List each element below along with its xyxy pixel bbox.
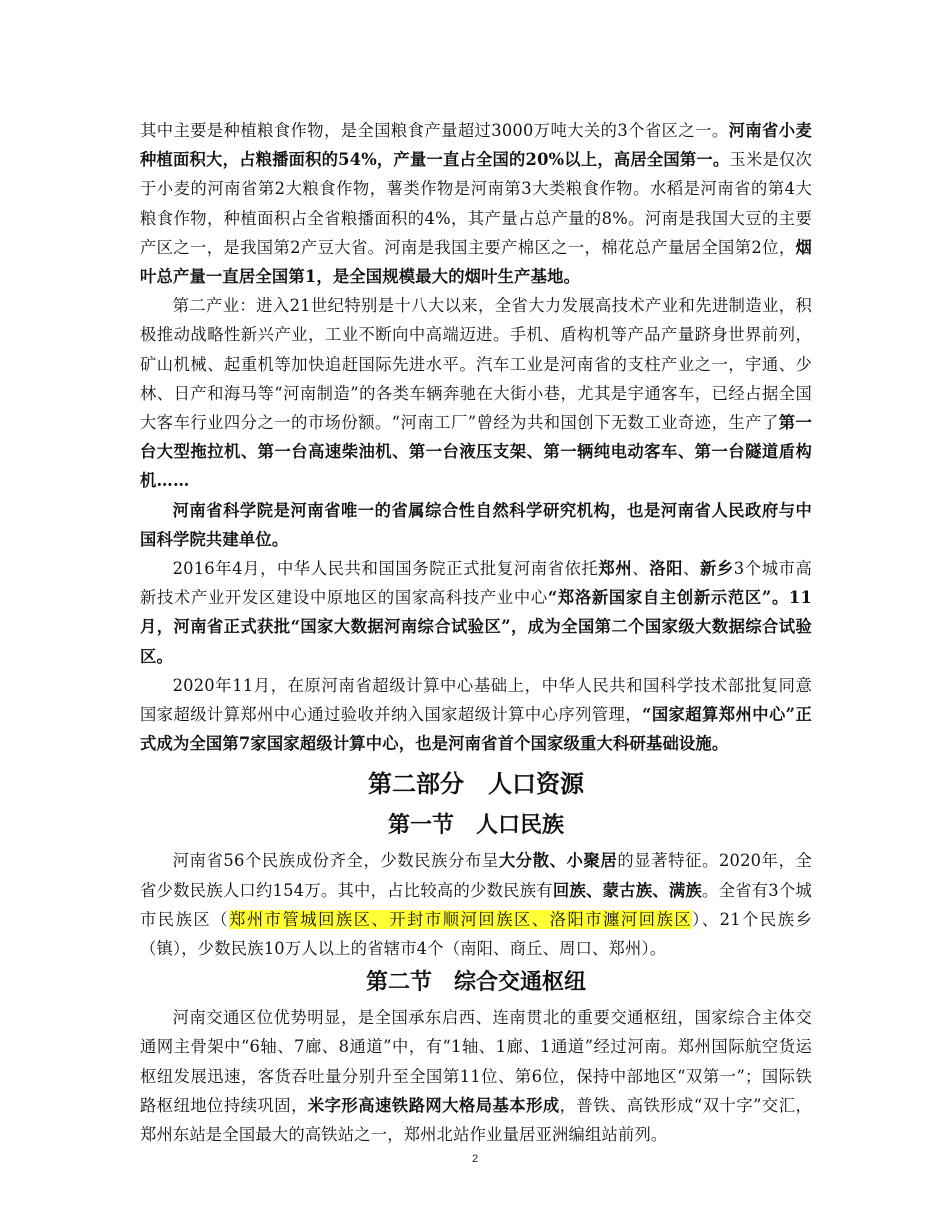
bold-text: 洛阳	[649, 559, 684, 579]
paragraph	[140, 291, 812, 495]
bold-text: 烟叶总产量一直居全国第1，是全国规模最大的烟叶生产基地。	[140, 237, 812, 287]
text-run: 河南交通区位优势明显，是全国承东启西、连南贯北的重要交通枢纽，国家综合主体交通网主骨架中“6轴、7廊、8通道”中，有“1轴、1廊、1通道”经过河南。郑州国际航空货运枢纽发展迅速，客货吞吐量分别升至全国第11位、第6位，保持中部地区“双第一”；国际铁路枢纽地位持续巩固，	[140, 1008, 812, 1115]
bold-text: 河南省小麦种植面积大，占粮播面积的54%，产量一直占全国的20%以上，高居全国第一。	[140, 121, 812, 170]
bold-text: “郑洛新国家自主创新示范区”。11月，河南省正式获批“国家大数据河南综合试验区”，成为全国第二个国家级大数据综合试验区。	[140, 588, 812, 666]
part-heading: 第二部分 人口资源	[368, 770, 584, 799]
text-run: 、	[683, 559, 700, 579]
paragraph	[140, 116, 812, 291]
text-run: 玉米是仅次于小麦的河南省第2大粮食作物，薯类作物是河南第3大类粮食作物。水稻是河南省的第4大粮食作物，种植面积占全省粮播面积的4%，其产量占总产量的8%。河南是我国大豆的主要产区之一，是我国第2产豆大省。河南是我国主要产棉区之一，棉花总产量居全国第2位，	[140, 150, 812, 257]
paragraph	[140, 554, 812, 671]
bold-text: 郑州	[598, 559, 633, 579]
bold-text: “国家超算郑州中心”正式成为全国第7家国家超级计算中心，也是河南省首个国家级重大科研基础设施。	[140, 705, 812, 754]
bold-text: 河南省科学院是河南省唯一的省属综合性自然科学研究机构，也是河南省人民政府与中国科学院共建单位。	[140, 500, 812, 549]
bold-text: 米字形高速铁路网大格局基本形成	[307, 1095, 560, 1115]
text-run: 其中主要是种植粮食作物，是全国粮食产量超过3000万吨大关的3个省区之一。	[140, 121, 729, 140]
paragraph	[140, 1003, 812, 1149]
section-heading: 第一节 人口民族	[387, 813, 564, 839]
paragraph	[140, 846, 812, 963]
page-number: 2	[471, 1153, 479, 1165]
text-run: 。全省有3个城市民族区（	[140, 880, 812, 929]
text-run: 3个城市高新技术产业开发区建设中原地区的国家高科技产业中心	[140, 559, 813, 608]
text-run: 河南省56个民族成份齐全，少数民族分布呈	[172, 851, 499, 871]
text-run: 、	[632, 559, 650, 579]
bold-text: 新乡	[699, 559, 734, 579]
document-body	[140, 116, 812, 1149]
highlighted-text: 郑州市管城回族区、开封市顺河回族区、洛阳市瀍河回族区	[229, 909, 693, 929]
text-run: 的显著特征。2020年，全省少数民族人口约154万。其中，占比较高的少数民族有	[140, 851, 812, 900]
text-run: 2020年11月，在原河南省超级计算中心基础上，中华人民共和国科学技术部批复同意国家超级计算郑州中心通过验收并纳入国家超级计算中心序列管理，	[140, 675, 812, 725]
bold-text: 第一台大型拖拉机、第一台高速柴油机、第一台液压支架、第一辆纯电动客车、第一台隧道盾构机……	[140, 413, 813, 491]
text-run: ，普铁、高铁形成“双十字”交汇，郑州东站是全国最大的高铁站之一，郑州北站作业量居亚洲编组站前列。	[140, 1095, 812, 1145]
paragraph	[140, 671, 812, 759]
bold-text: 大分散、小聚居	[498, 851, 618, 871]
section-heading: 第二节 综合交通枢纽	[365, 970, 586, 996]
text-run: 2016年4月，中华人民共和国国务院正式批复河南省依托	[172, 559, 599, 579]
paragraph	[140, 496, 812, 554]
bold-text: 回族、蒙古族、满族	[552, 880, 703, 900]
text-run: 第二产业：进入21世纪特别是十八大以来，全省大力发展高技术产业和先进制造业，积极推动战略性新兴产业，工业不断向中高端迈进。手机、盾构机等产品产量跻身世界前列，矿山机械、起重机等加快追赶国际先进水平。汽车工业是河南省的支柱产业之一，宇通、少林、日产和海马等“河南制造”的各类车辆奔驰在大街小巷，尤其是宇通客车，已经占据全国大客车行业四分之一的市场份额。“河南工厂”曾经为共和国创下无数工业奇迹，生产了	[140, 296, 812, 433]
text-run: ）、21个民族乡（镇），少数民族10万人以上的省辖市4个（南阳、商丘、周口、郑州）。	[140, 909, 812, 959]
